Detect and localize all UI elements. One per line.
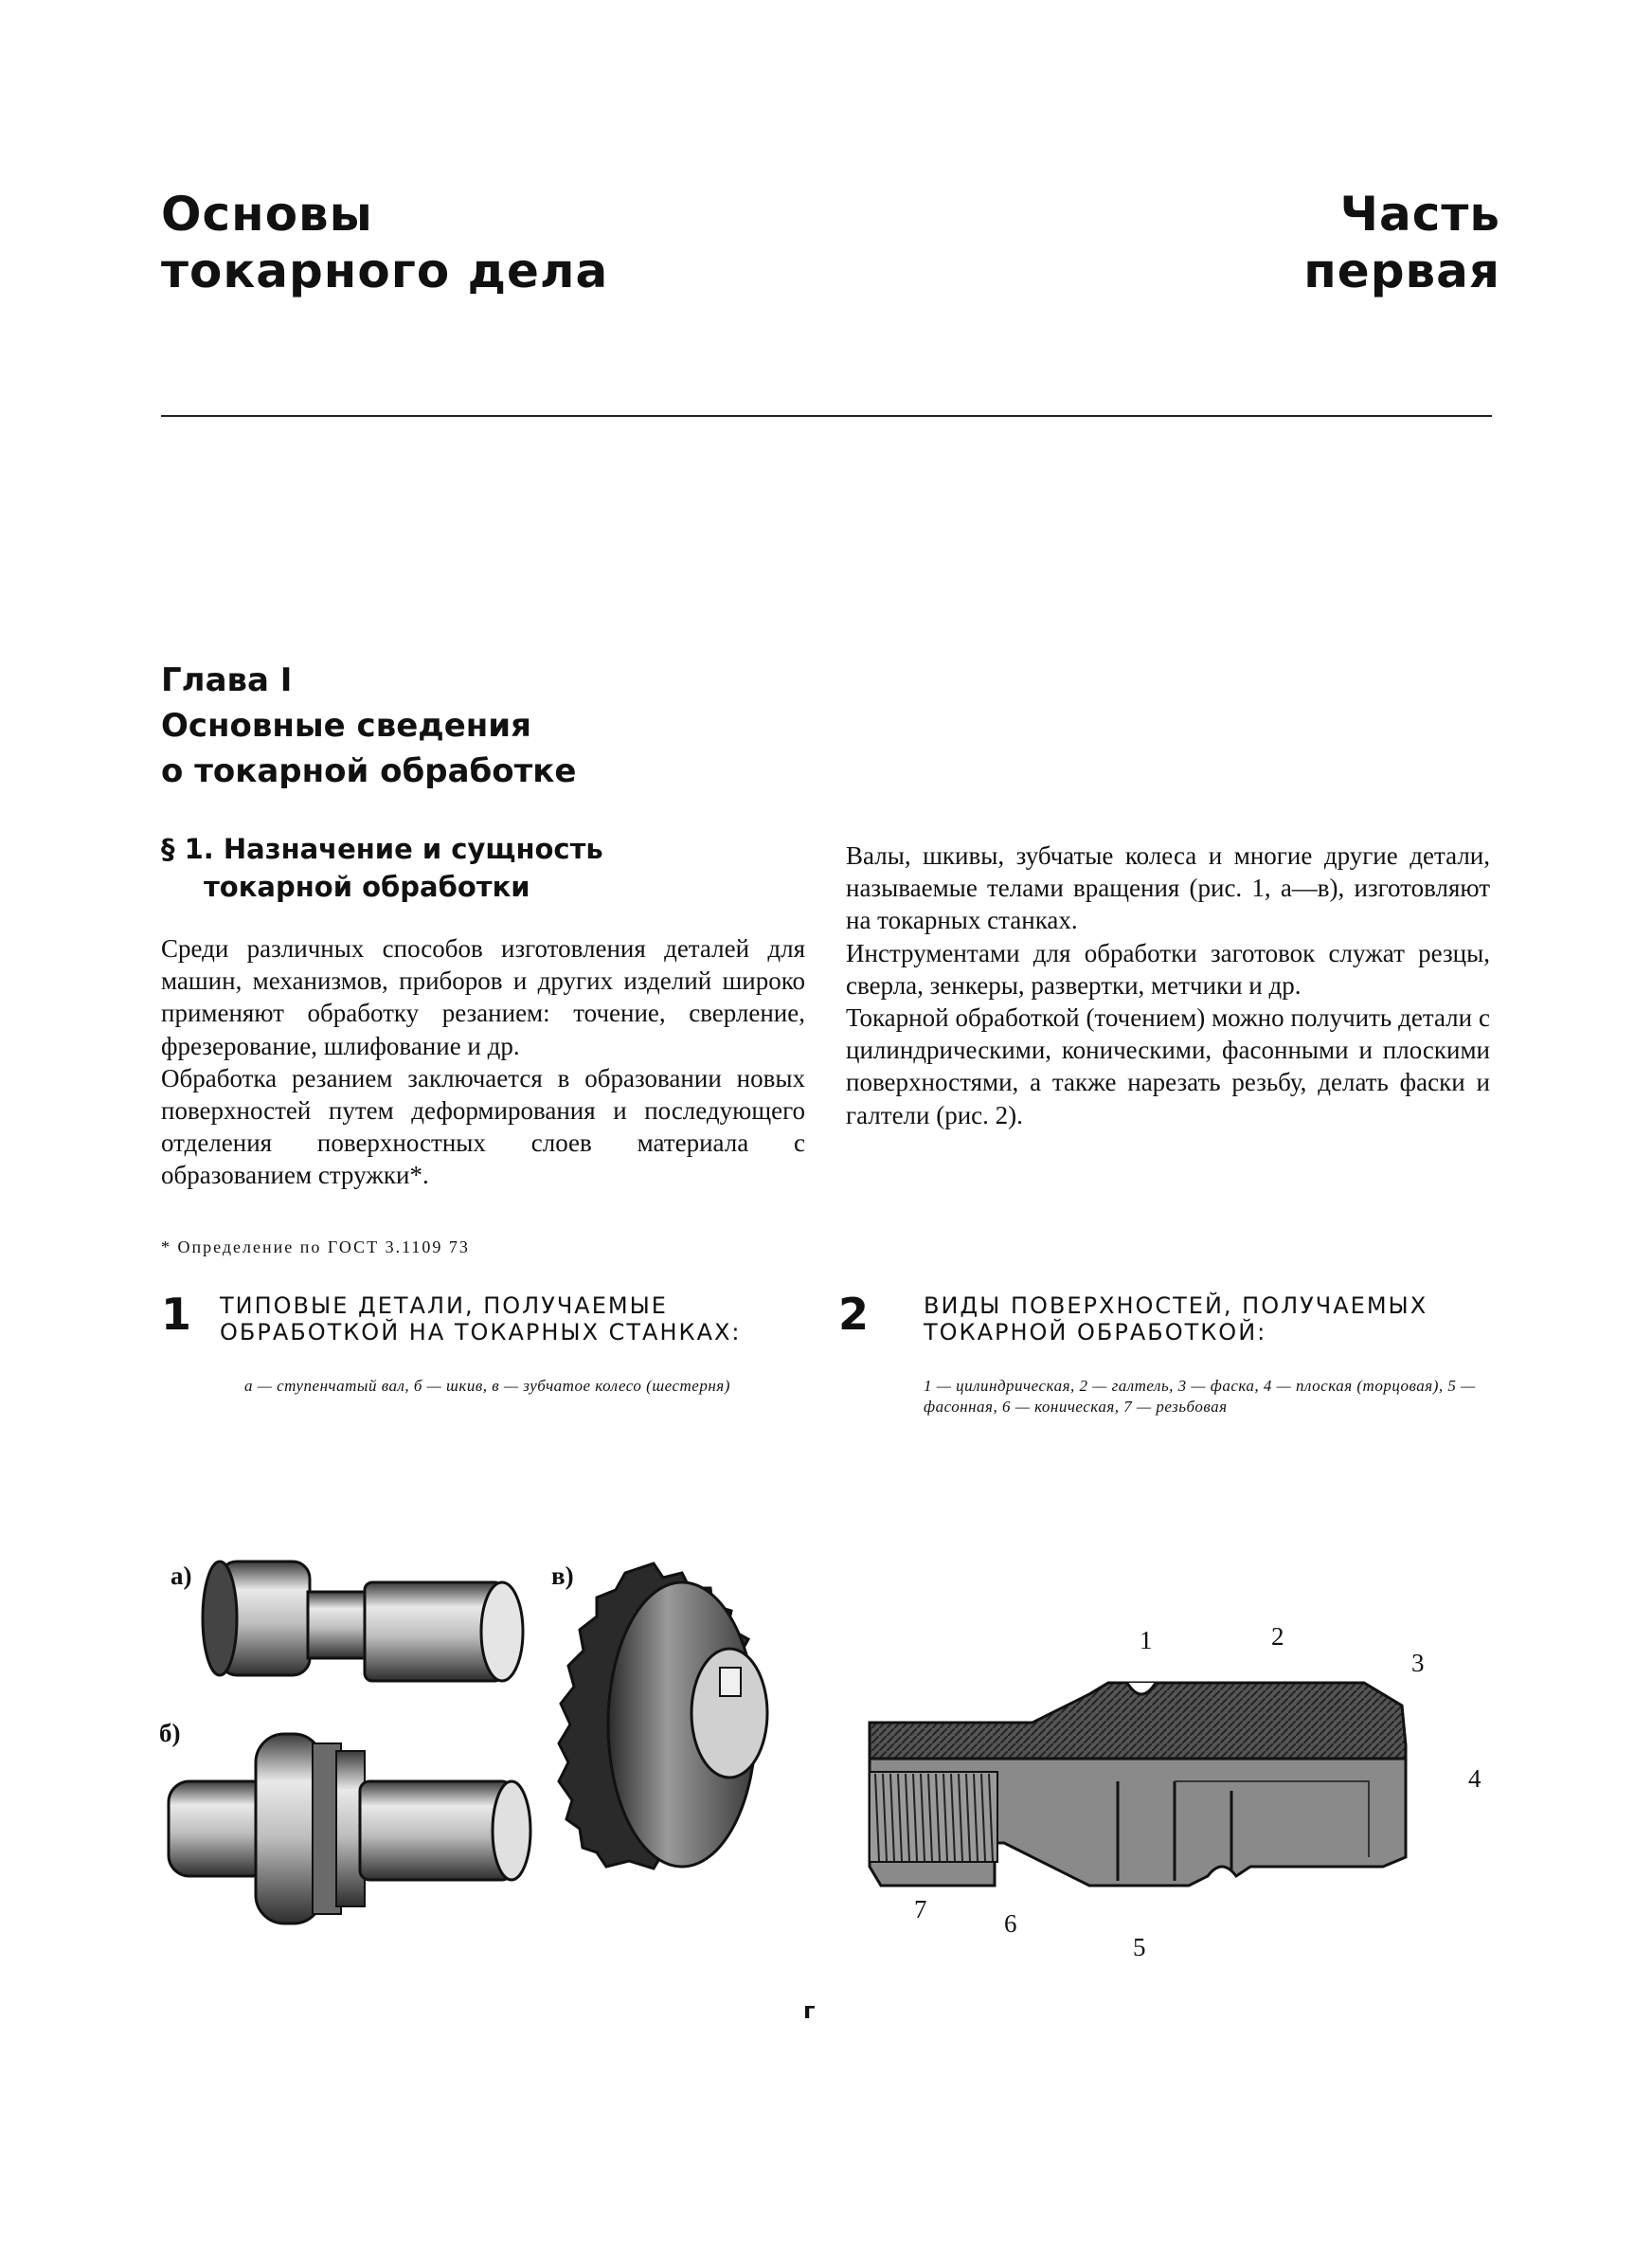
book-title-line1: Основы (161, 187, 373, 242)
footnote: * Определение по ГОСТ 3.1109 73 (161, 1237, 470, 1256)
figure2-marker-6: 6 (1004, 1909, 1017, 1938)
figure2-title: ВИДЫ ПОВЕРХНОСТЕЙ, ПОЛУЧАЕМЫХ ТОКАРНОЙ ОБРАБОТКОЙ: (924, 1292, 1428, 1345)
stepped-shaft-drawing (203, 1562, 523, 1681)
book-title-line2: токарного дела (161, 244, 609, 298)
figure2-marker-4: 4 (1468, 1764, 1481, 1793)
figure2-marker-5: 5 (1133, 1933, 1146, 1961)
body-paragraph: Обработка резанием заключается в образовании новых поверхностей путем деформирования и последующего отделения поверхностных слоев материала с образованием стружки*. (161, 1063, 805, 1190)
body-paragraph: Токарной обработкой (точением) можно получить детали с цилиндрическими, коническими, фасонными и плоскими поверхностями, а также нарезать резьбу, делать фаски и галтели (рис. 2). (846, 1003, 1490, 1129)
section-title-line2: токарной обработки (204, 871, 530, 903)
turned-part-drawing (870, 1683, 1406, 1886)
chapter-title-line1: Основные сведения (161, 707, 531, 745)
figure1-label-a: а) (171, 1562, 192, 1590)
figure2-marker-3: 3 (1411, 1649, 1425, 1677)
body-paragraph: Среди различных способов изготовления деталей для машин, механизмов, приборов и других изделий широко применяют обработку резанием: точение, сверление, фрезерование, шлифование и др. (161, 934, 805, 1060)
section-title-line1: § 1. Назначение и сущность (161, 833, 603, 865)
part-title-line1: Часть (1339, 187, 1500, 242)
part-title-line2: первая (1303, 244, 1500, 298)
figure2-caption: 1 — цилиндрическая, 2 — галтель, 3 — фаска, 4 — плоская (торцовая), 5 — фасонная, 6 — коническая, 7 — резьбовая (924, 1377, 1476, 1416)
figure1-caption: а — ступенчатый вал, б — шкив, в — зубчатое колесо (шестерня) (244, 1377, 730, 1395)
figure1-label-b: б) (159, 1719, 181, 1747)
chapter-label: Глава I (161, 661, 293, 699)
chapter-title-line2: о токарной обработке (161, 752, 577, 790)
body-paragraph: Инструментами для обработки заготовок служат резцы, сверла, зенкеры, развертки, метчики и др. (846, 938, 1490, 1000)
figure2-marker-2: 2 (1271, 1622, 1284, 1651)
figure1-title: ТИПОВЫЕ ДЕТАЛИ, ПОЛУЧАЕМЫЕ ОБРАБОТКОЙ НА ТОКАРНЫХ СТАНКАХ: (220, 1292, 742, 1345)
figure1-number: 1 (161, 1289, 192, 1340)
figure1-label-v: в) (551, 1562, 574, 1590)
stray-mark: г (803, 1997, 816, 2024)
gear-drawing (559, 1563, 767, 1869)
figure2-marker-1: 1 (1140, 1626, 1153, 1654)
body-paragraph: Валы, шкивы, зубчатые колеса и многие другие детали, называемые телами вращения (рис. 1, а—в), изготовляют на токарных станках. (846, 841, 1490, 935)
pulley-drawing (169, 1734, 530, 1923)
figure2-marker-7: 7 (914, 1895, 927, 1923)
figure2-number: 2 (838, 1289, 870, 1340)
